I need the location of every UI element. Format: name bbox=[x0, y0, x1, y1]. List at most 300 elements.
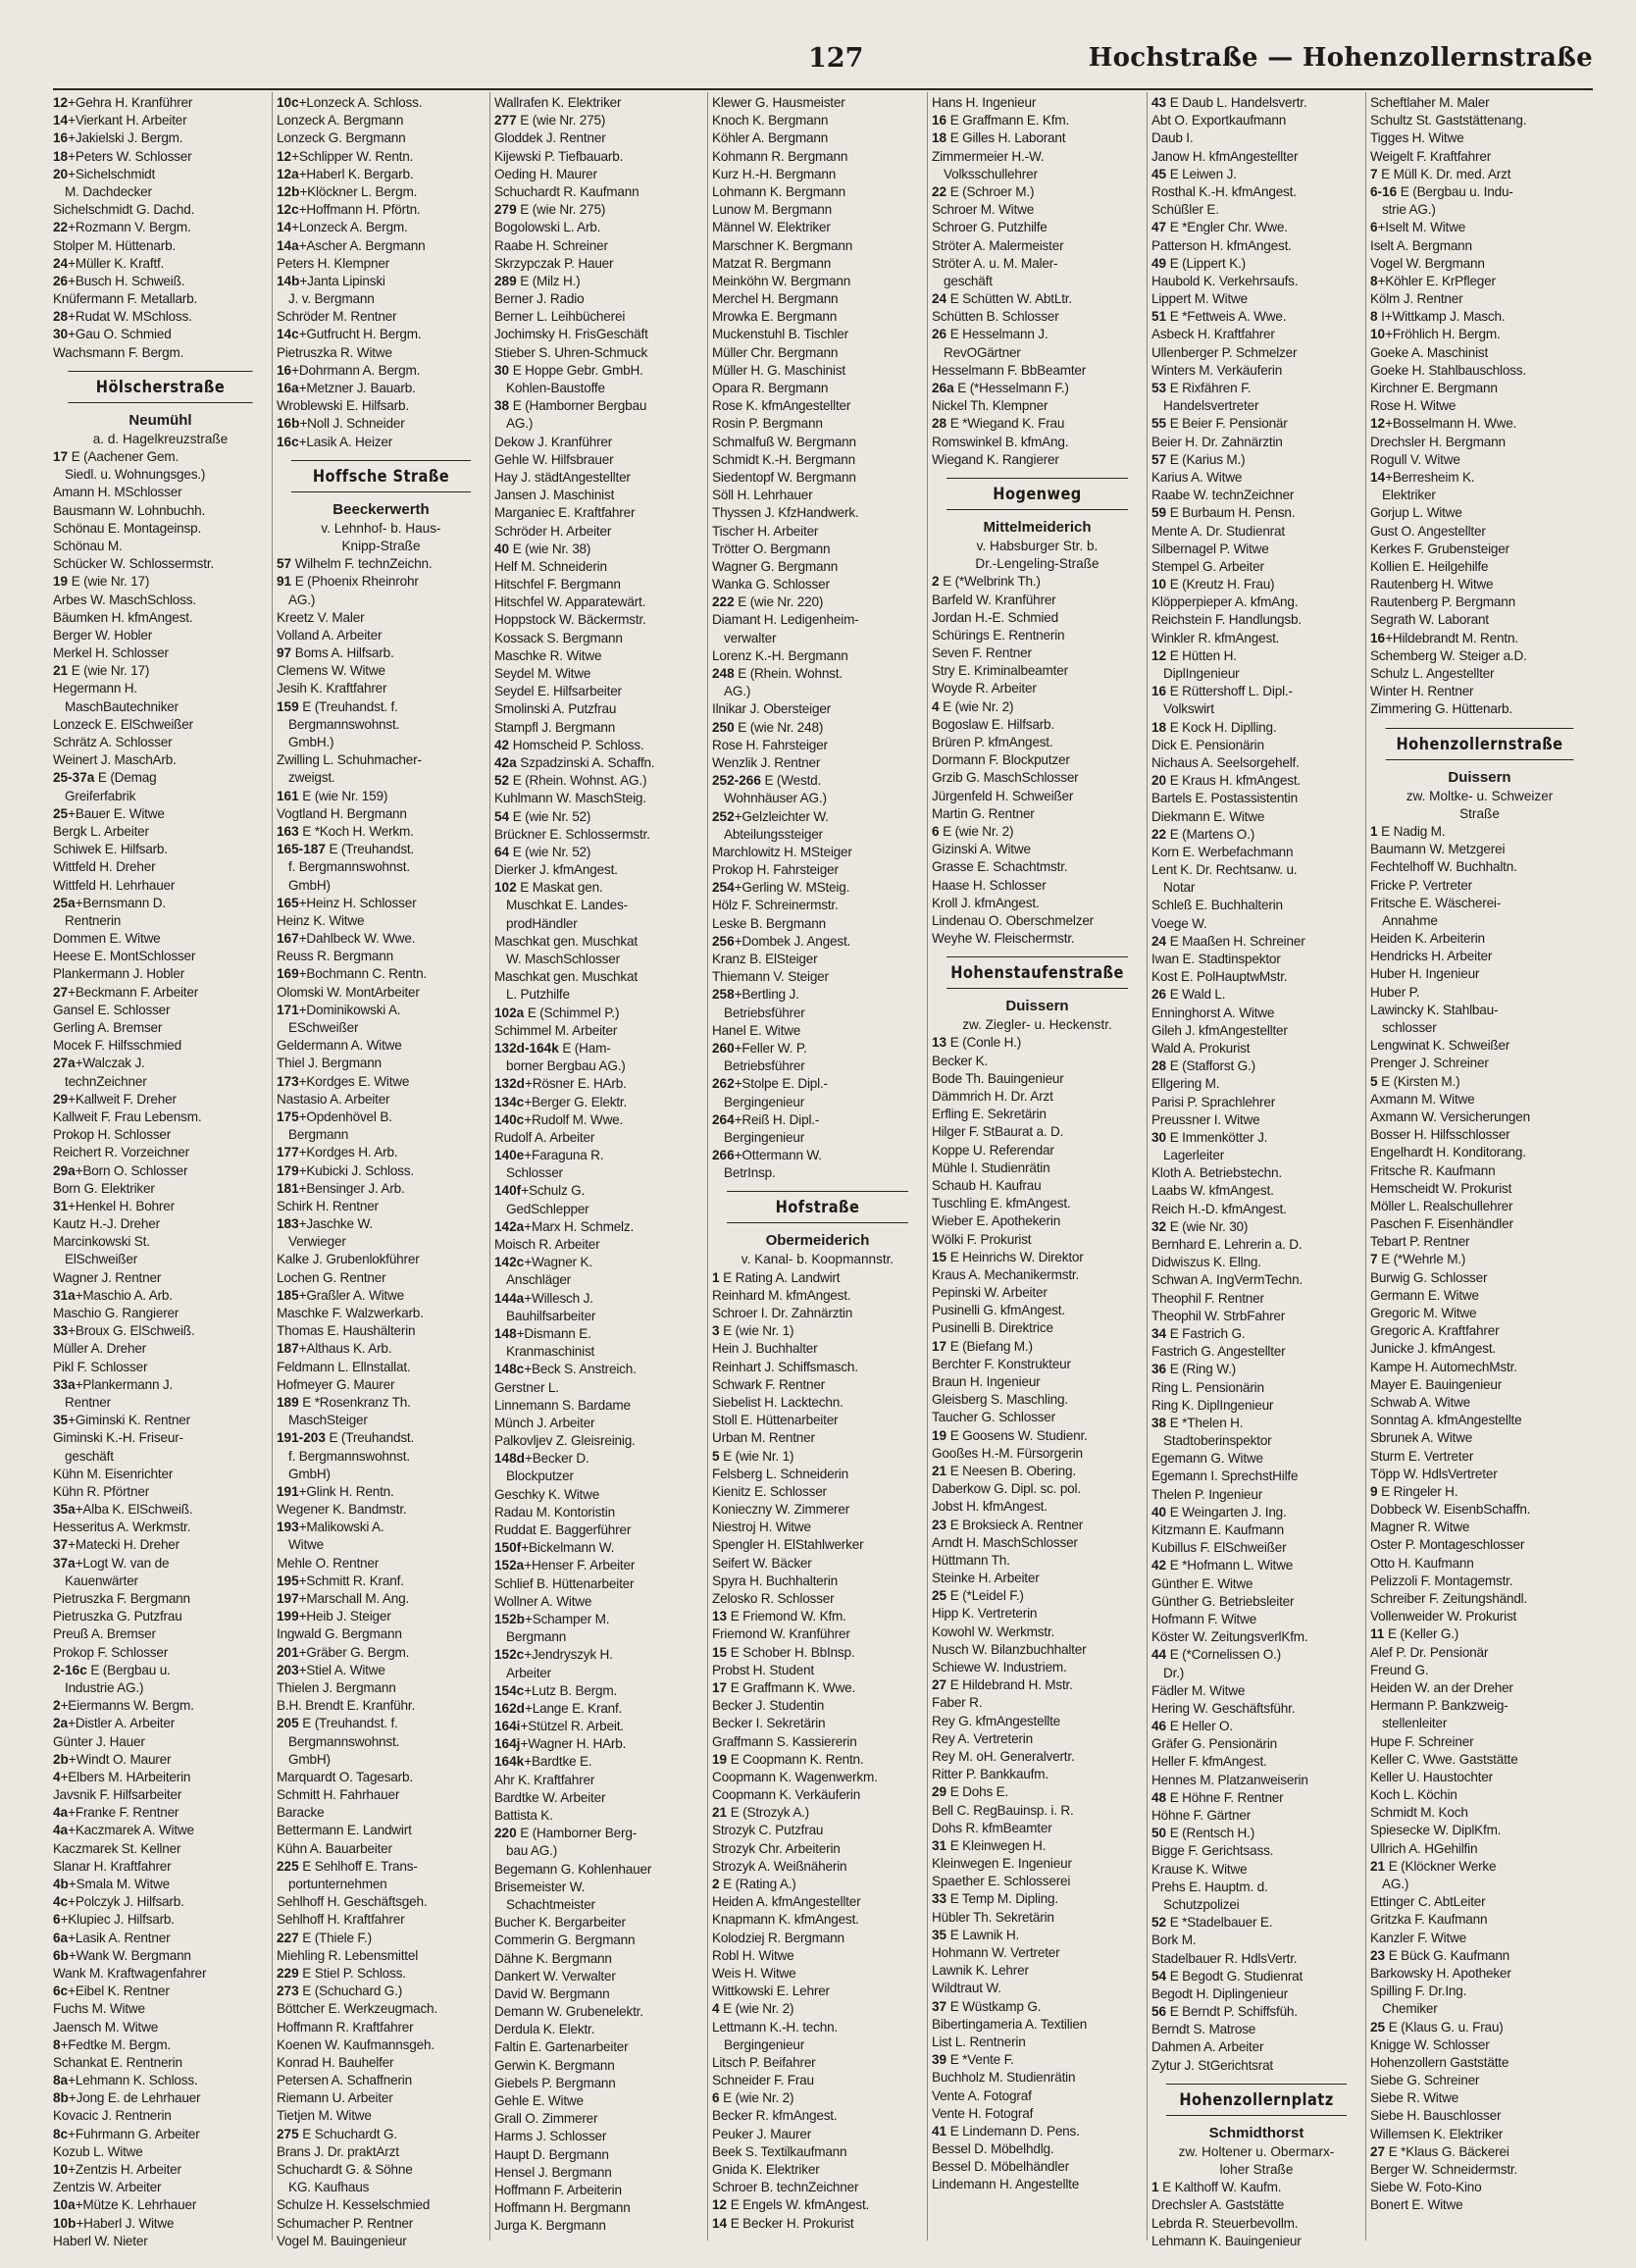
house-number: 50 bbox=[1151, 1826, 1167, 1841]
resident-entry bbox=[1370, 2000, 1589, 2018]
entry-text: Berger W. Hobler bbox=[53, 627, 153, 643]
resident-entry bbox=[1370, 841, 1589, 858]
resident-entry bbox=[53, 930, 268, 948]
resident-entry bbox=[1370, 1233, 1589, 1251]
entry-text: Theophil W. StrbFahrer bbox=[1151, 1308, 1286, 1323]
resident-entry bbox=[712, 1164, 923, 1182]
resident-entry bbox=[277, 2215, 486, 2233]
house-number: 102a bbox=[494, 1005, 525, 1020]
resident-entry bbox=[932, 788, 1143, 805]
resident-entry bbox=[53, 751, 268, 769]
entry-text: Brückner E. Schlossermstr. bbox=[494, 826, 650, 842]
house-number: 15 bbox=[712, 1644, 728, 1660]
entry-text: Gerwin K. Bergmann bbox=[494, 2057, 615, 2073]
address-entry bbox=[277, 94, 486, 112]
entry-text: Heiden A. kfmAngestellter bbox=[712, 1894, 861, 1910]
address-entry bbox=[494, 1557, 703, 1574]
resident-entry bbox=[1151, 1665, 1361, 1682]
resident-entry bbox=[1370, 1412, 1589, 1429]
entry-text: Grzib G. MaschSchlosser bbox=[932, 770, 1079, 786]
address-entry bbox=[53, 1287, 268, 1305]
resident-entry bbox=[1370, 2196, 1589, 2214]
entry-text: Schulz L. Angestellter bbox=[1370, 666, 1495, 681]
resident-entry bbox=[1370, 1215, 1589, 1233]
address-entry bbox=[932, 415, 1143, 433]
entry-text: Prehs E. Hauptm. d. bbox=[1151, 1879, 1268, 1894]
entry-text: Merchel H. Bergmann bbox=[712, 291, 839, 307]
entry-text: L. Putzhilfe bbox=[506, 987, 570, 1003]
resident-entry bbox=[494, 1772, 703, 1789]
house-number: 36 bbox=[1151, 1362, 1167, 1377]
resident-entry bbox=[277, 2036, 486, 2054]
entry-text: Sturm E. Vertreter bbox=[1370, 1448, 1474, 1464]
address-entry bbox=[1151, 1646, 1361, 1664]
entry-text: Hensel J. Bergmann bbox=[494, 2164, 612, 2180]
entry-text: Marquardt O. Tagesarb. bbox=[277, 1769, 413, 1784]
entry-text: Klewer G. Hausmeister bbox=[712, 95, 845, 110]
resident-entry bbox=[1370, 1305, 1589, 1322]
entry-text: +Rozmann V. Bergm. bbox=[68, 220, 191, 235]
address-entry bbox=[277, 1162, 486, 1180]
entry-text: Wilhelm F. technZeichn. bbox=[294, 556, 433, 572]
resident-entry bbox=[932, 912, 1143, 930]
house-number: 165-187 bbox=[277, 842, 326, 857]
resident-entry bbox=[932, 2158, 1143, 2176]
address-entry bbox=[1151, 1504, 1361, 1521]
entry-text: Rentner bbox=[65, 1394, 111, 1410]
entry-text: Steinke H. Arbeiter bbox=[932, 1571, 1040, 1586]
resident-entry bbox=[932, 1070, 1143, 1088]
house-number: 12 bbox=[1370, 416, 1386, 432]
resident-entry bbox=[712, 1094, 923, 1111]
entry-text: +Bardtke E. bbox=[524, 1754, 592, 1770]
entry-text: E Rixfähren F. bbox=[1169, 381, 1252, 395]
entry-text: Gehle W. Hilfsbrauer bbox=[494, 451, 614, 467]
entry-text: Ellgering M. bbox=[1151, 1076, 1220, 1092]
entry-text: +Henser F. Arbeiter bbox=[524, 1558, 636, 1573]
resident-entry bbox=[932, 1713, 1143, 1730]
address-entry bbox=[1151, 1789, 1361, 1807]
resident-entry bbox=[932, 680, 1143, 697]
house-number: 279 bbox=[494, 202, 517, 218]
house-number: 26a bbox=[932, 381, 954, 395]
entry-text: GmbH) bbox=[288, 1751, 331, 1767]
resident-entry bbox=[932, 895, 1143, 912]
address-entry bbox=[53, 219, 268, 236]
house-number: 17 bbox=[53, 449, 69, 465]
resident-entry bbox=[1370, 2072, 1589, 2089]
entry-text: E Leiwen J. bbox=[1169, 166, 1237, 181]
resident-entry bbox=[1370, 611, 1589, 629]
resident-entry bbox=[712, 754, 923, 772]
resident-entry bbox=[932, 434, 1143, 451]
address-entry bbox=[277, 219, 486, 236]
resident-entry bbox=[277, 609, 486, 627]
resident-entry bbox=[53, 1037, 268, 1055]
resident-entry bbox=[1370, 1572, 1589, 1590]
entry-text: +Beckmann F. Arbeiter bbox=[68, 984, 199, 1000]
resident-entry bbox=[494, 1932, 703, 1949]
resident-entry bbox=[494, 1593, 703, 1611]
entry-text: +Marx H. Schmelz. bbox=[524, 1218, 635, 1234]
entry-text: Gräfer G. Pensionärin bbox=[1151, 1736, 1278, 1752]
resident-entry bbox=[1370, 1340, 1589, 1358]
address-entry bbox=[932, 823, 1143, 841]
house-number: 140e bbox=[494, 1148, 525, 1163]
entry-text: J. v. Bergmann bbox=[288, 291, 375, 307]
entry-text: M. Dachdecker bbox=[65, 183, 152, 199]
address-entry bbox=[494, 1646, 703, 1664]
house-number: 132d bbox=[494, 1076, 525, 1092]
resident-entry bbox=[53, 823, 268, 841]
entry-text: +Jakielski J. Bergm. bbox=[68, 130, 183, 146]
resident-entry bbox=[1151, 2233, 1361, 2250]
address-entry bbox=[53, 2036, 268, 2054]
entry-text: Bergingenieur bbox=[724, 1129, 805, 1145]
resident-entry bbox=[712, 1394, 923, 1412]
entry-text: Stry E. Kriminalbeamter bbox=[932, 663, 1068, 679]
entry-text: Greiferfabrik bbox=[65, 788, 136, 803]
resident-entry bbox=[494, 1789, 703, 1807]
entry-text: Moisch R. Arbeiter bbox=[494, 1237, 600, 1252]
entry-text: Volland A. Arbeiter bbox=[277, 627, 383, 643]
entry-text: RevOGärtner bbox=[944, 344, 1021, 360]
entry-text: Stolper M. Hüttenarb. bbox=[53, 237, 177, 253]
house-number: 56 bbox=[1151, 2004, 1167, 2020]
address-entry bbox=[1370, 415, 1589, 433]
entry-text: Spengler H. ElStahlwerker bbox=[712, 1537, 864, 1553]
house-number: 33 bbox=[932, 1891, 947, 1907]
running-head: Hochstraße — Hohenzollernstraße bbox=[1088, 43, 1593, 73]
house-number: 30 bbox=[494, 362, 510, 378]
resident-entry bbox=[712, 630, 923, 647]
resident-entry bbox=[1151, 237, 1361, 255]
street-description: zw. Moltke- u. Schweizer bbox=[1406, 788, 1554, 803]
resident-entry bbox=[712, 790, 923, 807]
house-number: 8b bbox=[53, 2090, 69, 2106]
resident-entry bbox=[1370, 558, 1589, 576]
directory-column bbox=[927, 92, 1147, 2241]
entry-text: Haubold K. Verkehrsaufs. bbox=[1151, 273, 1299, 288]
entry-text: Kirchner E. Bergmann bbox=[1370, 381, 1498, 395]
entry-text: Weis H. Witwe bbox=[712, 1965, 796, 1981]
entry-text: Bergingenieur bbox=[724, 1094, 805, 1109]
entry-text: Lebrda R. Steuerbevollm. bbox=[1151, 2215, 1299, 2231]
house-number: 21 bbox=[932, 1463, 947, 1478]
entry-text: Lindemann H. Angestellte bbox=[932, 2177, 1080, 2192]
resident-entry bbox=[1151, 183, 1361, 201]
resident-entry bbox=[277, 1126, 486, 1144]
resident-entry bbox=[1370, 1055, 1589, 1072]
entry-text: +Fedtke M. Bergm. bbox=[60, 2036, 172, 2052]
entry-text: Petersen A. Schaffnerin bbox=[277, 2073, 412, 2088]
resident-entry bbox=[53, 1180, 268, 1198]
resident-entry bbox=[712, 1930, 923, 1947]
address-entry bbox=[53, 1536, 268, 1554]
resident-entry bbox=[932, 1534, 1143, 1552]
entry-text: Feldmann L. Ellnstallat. bbox=[277, 1359, 411, 1374]
address-entry bbox=[932, 129, 1143, 147]
entry-text: Heller F. kfmAngest. bbox=[1151, 1754, 1267, 1770]
resident-entry bbox=[53, 1625, 268, 1643]
resident-entry bbox=[1370, 1662, 1589, 1679]
entry-text: Hemscheidt W. Prokurist bbox=[1370, 1180, 1512, 1196]
entry-text: Marganiec E. Kraftfahrer bbox=[494, 505, 636, 521]
address-entry bbox=[712, 986, 923, 1004]
address-entry bbox=[277, 326, 486, 343]
entry-text: E Daub L. Handelsvertr. bbox=[1169, 95, 1307, 110]
entry-text: Kloth A. Betriebstechn. bbox=[1151, 1165, 1282, 1181]
street-description: v. Kanal- b. Koopmannstr. bbox=[741, 1252, 895, 1267]
entry-text: Knoch K. Bergmann bbox=[712, 113, 829, 129]
house-number: 57 bbox=[277, 556, 292, 572]
address-entry bbox=[712, 1040, 923, 1057]
address-entry bbox=[277, 148, 486, 166]
entry-text: Kleinwegen E. Ingenieur bbox=[932, 1856, 1072, 1872]
resident-entry bbox=[1370, 541, 1589, 558]
entry-text: Boms A. Hilfsarb. bbox=[294, 645, 394, 661]
entry-text: Chemiker bbox=[1382, 2001, 1438, 2017]
resident-entry bbox=[1370, 1091, 1589, 1108]
entry-text: Köhler A. Bergmann bbox=[712, 130, 829, 146]
address-entry bbox=[712, 593, 923, 611]
entry-text: GedSchlepper bbox=[506, 1201, 589, 1216]
address-entry bbox=[1151, 1057, 1361, 1075]
house-number: 277 bbox=[494, 113, 517, 129]
resident-entry bbox=[932, 2088, 1143, 2105]
entry-text: Goeke H. Stahlbauschloss. bbox=[1370, 362, 1526, 378]
entry-text: +Ottermann W. bbox=[734, 1148, 822, 1163]
entry-text: E Wald L. bbox=[1169, 987, 1226, 1003]
house-number: 38 bbox=[494, 398, 510, 414]
resident-entry bbox=[53, 1394, 268, 1412]
entry-text: E (Bergbau u. bbox=[90, 1662, 171, 1677]
address-entry bbox=[1370, 823, 1589, 841]
house-number: 24 bbox=[1151, 933, 1167, 949]
resident-entry bbox=[494, 2021, 703, 2038]
entry-text: Gileh J. kfmAngestellter bbox=[1151, 1022, 1288, 1038]
resident-entry bbox=[932, 609, 1143, 627]
entry-text: Kijewski P. Tiefbauarb. bbox=[494, 148, 624, 164]
house-number: 12 bbox=[1151, 647, 1167, 663]
entry-text: Prokop H. Schlosser bbox=[53, 1127, 172, 1143]
entry-text: Egemann I. SprechstHilfe bbox=[1151, 1469, 1299, 1484]
address-entry bbox=[494, 1290, 703, 1308]
resident-entry bbox=[1370, 1376, 1589, 1394]
resident-entry bbox=[53, 502, 268, 520]
resident-entry bbox=[1151, 201, 1361, 219]
entry-text: Thiel J. Bergmann bbox=[277, 1056, 382, 1071]
entry-text: +Elbers M. HArbeiterin bbox=[60, 1769, 191, 1784]
resident-entry bbox=[1370, 2161, 1589, 2179]
resident-entry bbox=[1370, 1555, 1589, 1572]
address-entry bbox=[277, 965, 486, 983]
resident-entry bbox=[1370, 1359, 1589, 1376]
resident-entry bbox=[277, 112, 486, 129]
entry-text: Hesseritus A. Werkmstr. bbox=[53, 1520, 191, 1535]
resident-entry bbox=[712, 2054, 923, 2072]
resident-entry bbox=[1370, 576, 1589, 593]
house-number: 28 bbox=[1151, 1058, 1167, 1074]
entry-text: Dr.) bbox=[1163, 1665, 1185, 1680]
resident-entry bbox=[277, 2054, 486, 2072]
address-entry bbox=[932, 1783, 1143, 1801]
entry-text: Pikl F. Schlosser bbox=[53, 1359, 148, 1374]
entry-text: Wittfeld H. Lehrhauer bbox=[53, 877, 176, 893]
resident-entry bbox=[53, 1840, 268, 1858]
entry-text: Martin G. Rentner bbox=[932, 805, 1035, 821]
address-entry bbox=[277, 201, 486, 219]
entry-text: Volksschullehrer bbox=[944, 166, 1038, 181]
resident-entry bbox=[1151, 1753, 1361, 1771]
entry-text: Schiewe W. Industriem. bbox=[932, 1660, 1067, 1675]
entry-text: E Schuchardt G. bbox=[302, 2126, 398, 2141]
house-number: 142a bbox=[494, 1218, 525, 1234]
address-entry bbox=[1370, 1483, 1589, 1501]
address-entry bbox=[1370, 2019, 1589, 2036]
address-entry bbox=[277, 1590, 486, 1608]
house-number: 4 bbox=[932, 698, 940, 714]
resident-entry bbox=[1370, 1965, 1589, 1983]
entry-text: Siedentopf W. Bergmann bbox=[712, 469, 856, 485]
resident-entry bbox=[1370, 1108, 1589, 1126]
entry-text: E *Engler Chr. Wwe. bbox=[1169, 220, 1288, 235]
address-entry bbox=[494, 1094, 703, 1111]
entry-text: Brüren P. kfmAngest. bbox=[932, 735, 1053, 750]
resident-entry bbox=[494, 1432, 703, 1450]
address-entry bbox=[494, 273, 703, 290]
entry-text: +Fröhlich H. Bergm. bbox=[1385, 327, 1501, 342]
house-number: 262 bbox=[712, 1076, 735, 1092]
house-number: 97 bbox=[277, 645, 292, 661]
resident-entry bbox=[712, 1983, 923, 2000]
entry-text: E *Klaus G. Bäckerei bbox=[1388, 2143, 1509, 2159]
entry-text: f. Bergmannswohnst. bbox=[288, 859, 410, 875]
resident-entry bbox=[712, 129, 923, 147]
entry-text: Magner R. Witwe bbox=[1370, 1520, 1470, 1535]
house-number: 12 bbox=[712, 2197, 728, 2213]
resident-entry bbox=[932, 930, 1143, 948]
entry-text: Goeke A. Maschinist bbox=[1370, 344, 1489, 360]
resident-entry bbox=[1370, 201, 1589, 219]
resident-entry bbox=[932, 1123, 1143, 1141]
entry-text: f. Bergmannswohnst. bbox=[288, 1448, 410, 1464]
resident-entry bbox=[1151, 290, 1361, 308]
resident-entry bbox=[277, 2196, 486, 2214]
house-number: 17 bbox=[932, 1338, 947, 1354]
entry-text: E (wie Nr. 2) bbox=[723, 2001, 794, 2017]
resident-entry bbox=[277, 397, 486, 415]
entry-text: Betriebsführer bbox=[724, 1005, 805, 1020]
entry-text: Ring K. DiplIngenieur bbox=[1151, 1397, 1274, 1413]
entry-text: Stadelbauer R. HdlsVertr. bbox=[1151, 1950, 1298, 1966]
entry-text: Lagerleiter bbox=[1163, 1148, 1225, 1163]
resident-entry bbox=[932, 716, 1143, 734]
resident-entry bbox=[494, 1486, 703, 1504]
address-entry bbox=[277, 237, 486, 255]
entry-text: Laabs W. kfmAngest. bbox=[1151, 1183, 1274, 1199]
address-entry bbox=[277, 1394, 486, 1412]
house-number: 142c bbox=[494, 1255, 525, 1270]
resident-entry bbox=[1370, 397, 1589, 415]
entry-text: E (Ring W.) bbox=[1169, 1362, 1236, 1377]
entry-text: Schultz St. Gaststättenang. bbox=[1370, 113, 1527, 129]
entry-text: Theophil F. Rentner bbox=[1151, 1290, 1264, 1306]
house-number: 254 bbox=[712, 880, 735, 896]
entry-text: Giebels P. Bergmann bbox=[494, 2075, 616, 2090]
entry-text: Vogel M. Bauingenieur bbox=[277, 2233, 407, 2248]
entry-text: Linnemann S. Bardame bbox=[494, 1397, 631, 1413]
entry-text: Nickel Th. Klempner bbox=[932, 398, 1048, 414]
house-number: 33a bbox=[53, 1376, 76, 1392]
entry-text: Hegermann H. bbox=[53, 681, 137, 696]
address-entry bbox=[277, 1483, 486, 1501]
resident-entry bbox=[494, 1201, 703, 1218]
entry-text: Seydel E. Hilfsarbeiter bbox=[494, 684, 622, 699]
house-number: 54 bbox=[494, 808, 510, 824]
entry-text: Abt O. Exportkaufmann bbox=[1151, 113, 1287, 129]
district-name: Neumühl bbox=[128, 411, 192, 429]
resident-entry bbox=[712, 2161, 923, 2179]
entry-text: +Walczak J. bbox=[75, 1056, 145, 1071]
house-number: 6c bbox=[53, 1984, 69, 1999]
entry-text: Lindenau O. Oberschmelzer bbox=[932, 912, 1095, 928]
directory-column bbox=[272, 92, 489, 2248]
address-entry bbox=[932, 1587, 1143, 1605]
resident-entry bbox=[712, 968, 923, 986]
directory-column bbox=[53, 92, 272, 2248]
entry-text: Fädler M. Witwe bbox=[1151, 1682, 1246, 1698]
entry-text: Gleisberg S. Maschling. bbox=[932, 1392, 1068, 1408]
resident-entry bbox=[712, 1697, 923, 1715]
resident-entry bbox=[932, 1624, 1143, 1641]
resident-entry bbox=[712, 576, 923, 593]
entry-text: Schneider F. Frau bbox=[712, 2073, 814, 2088]
entry-text: Clemens W. Witwe bbox=[277, 663, 385, 679]
entry-text: E Goosens W. Studienr. bbox=[949, 1427, 1088, 1443]
entry-text: Spaether E. Schlosserei bbox=[932, 1874, 1071, 1889]
resident-entry bbox=[712, 1483, 923, 1501]
resident-entry bbox=[932, 1962, 1143, 1980]
resident-entry bbox=[1370, 2089, 1589, 2107]
entry-text: Ingwald G. Bergmann bbox=[277, 1626, 402, 1642]
entry-text: Bauhilfsarbeiter bbox=[506, 1308, 596, 1323]
entry-text: Schutzpolizei bbox=[1163, 1896, 1240, 1912]
entry-text: Dämmrich H. Dr. Arzt bbox=[932, 1089, 1053, 1105]
address-entry bbox=[932, 183, 1143, 201]
house-number: 27 bbox=[932, 1677, 947, 1693]
house-number: 14c bbox=[277, 327, 299, 342]
house-number: 152c bbox=[494, 1647, 525, 1663]
entry-text: Baracke bbox=[277, 1805, 325, 1821]
entry-text: +Wagner K. bbox=[524, 1255, 592, 1270]
address-entry bbox=[1151, 1718, 1361, 1735]
house-number: 163 bbox=[277, 823, 299, 839]
resident-entry bbox=[53, 466, 268, 484]
entry-text: +Schamper M. bbox=[524, 1611, 610, 1626]
resident-entry bbox=[494, 94, 703, 112]
entry-text: Schuchardt R. Kaufmann bbox=[494, 183, 639, 199]
house-number: 27 bbox=[1370, 2143, 1386, 2159]
entry-text: Gnida K. Elektriker bbox=[712, 2162, 820, 2178]
entry-text: Haase H. Schlosser bbox=[932, 877, 1047, 893]
resident-entry bbox=[932, 219, 1143, 236]
resident-entry bbox=[53, 841, 268, 858]
resident-entry bbox=[494, 915, 703, 933]
entry-text: Freund G. bbox=[1370, 1662, 1429, 1677]
entry-text: Friemond W. Kranführer bbox=[712, 1626, 850, 1642]
entry-text: Rautenberg P. Bergmann bbox=[1370, 594, 1516, 610]
